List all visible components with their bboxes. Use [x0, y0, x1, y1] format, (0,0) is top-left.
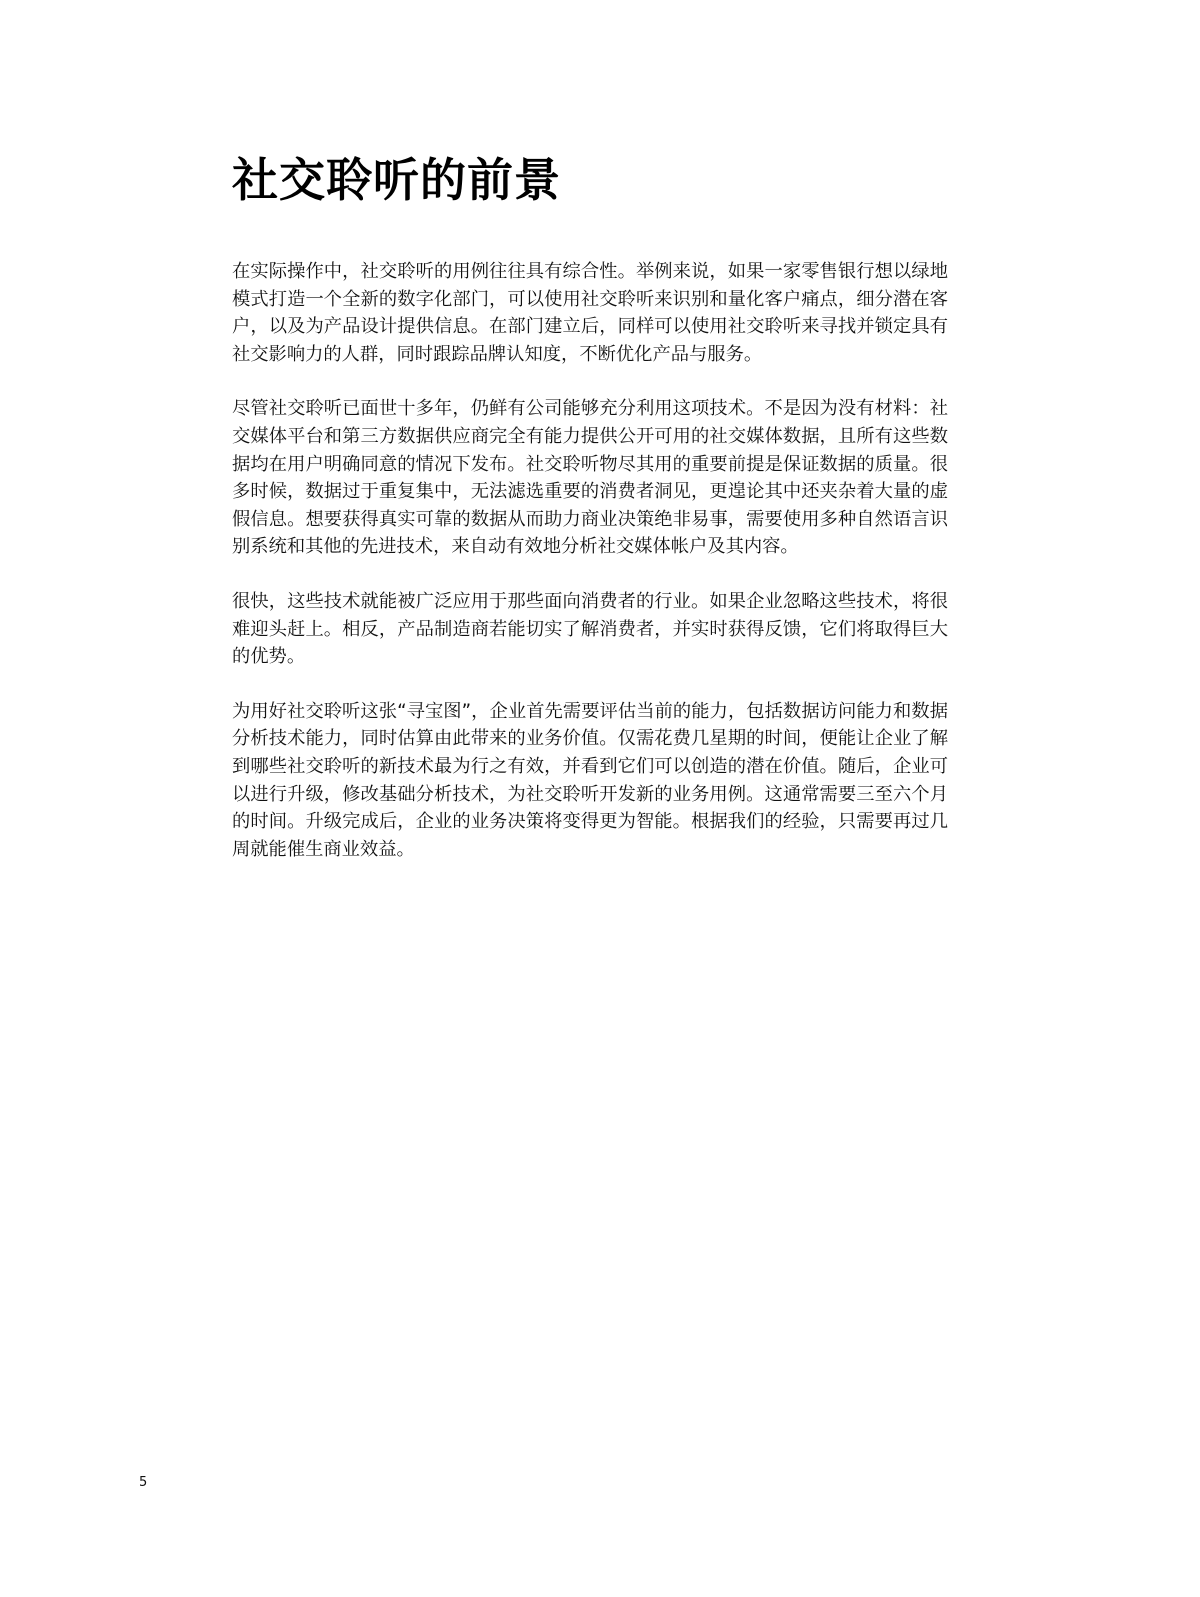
page-number: 5: [139, 1475, 148, 1490]
body-text: [232, 258, 948, 890]
paragraph-4: 为用好社交聆听这张“寻宝图”，企业首先需要评估当前的能力，包括数据访问能力和数据分析技术能力，同时估算由此带来的业务价值。仅需花费几星期的时间，便能让企业了解到哪些社交聆听的新技术最为行之有效，并看到它们可以创造的潜在价值。随后，企业可以进行升级，修改基础分析技术，为社交聆听开发新的业务用例。这通常需要三至六个月的时间。升级完成后，企业的业务决策将变得更为智能。根据我们的经验，只需要再过几周就能催生商业效益。: [232, 700, 948, 860]
page-title: 社交聆听的前景: [232, 153, 561, 207]
paragraph-3: 很快，这些技术就能被广泛应用于那些面向消费者的行业。如果企业忽略这些技术，将很难迎头赶上。相反，产品制造商若能切实了解消费者，并实时获得反馈，它们将取得巨大的优势。: [232, 590, 948, 668]
paragraph-2: 尽管社交聆听已面世十多年，仍鲜有公司能够充分利用这项技术。不是因为没有材料：社交媒体平台和第三方数据供应商完全有能力提供公开可用的社交媒体数据，且所有这些数据均在用户明确同意的情况下发布。社交聆听物尽其用的重要前提是保证数据的质量。很多时候，数据过于重复集中，无法滤选重要的消费者洞见，更遑论其中还夹杂着大量的虚假信息。想要获得真实可靠的数据从而助力商业决策绝非易事，需要使用多种自然语言识别系统和其他的先进技术，来自动有效地分析社交媒体帐户及其内容。: [232, 398, 948, 558]
paragraph-1: 在实际操作中，社交聆听的用例往往具有综合性。举例来说，如果一家零售银行想以绿地模式打造一个全新的数字化部门，可以使用社交聆听来识别和量化客户痛点，细分潜在客户，以及为产品设计提供信息。在部门建立后，同样可以使用社交聆听来寻找并锁定具有社交影响力的人群，同时跟踪品牌认知度，不断优化产品与服务。: [232, 261, 948, 365]
